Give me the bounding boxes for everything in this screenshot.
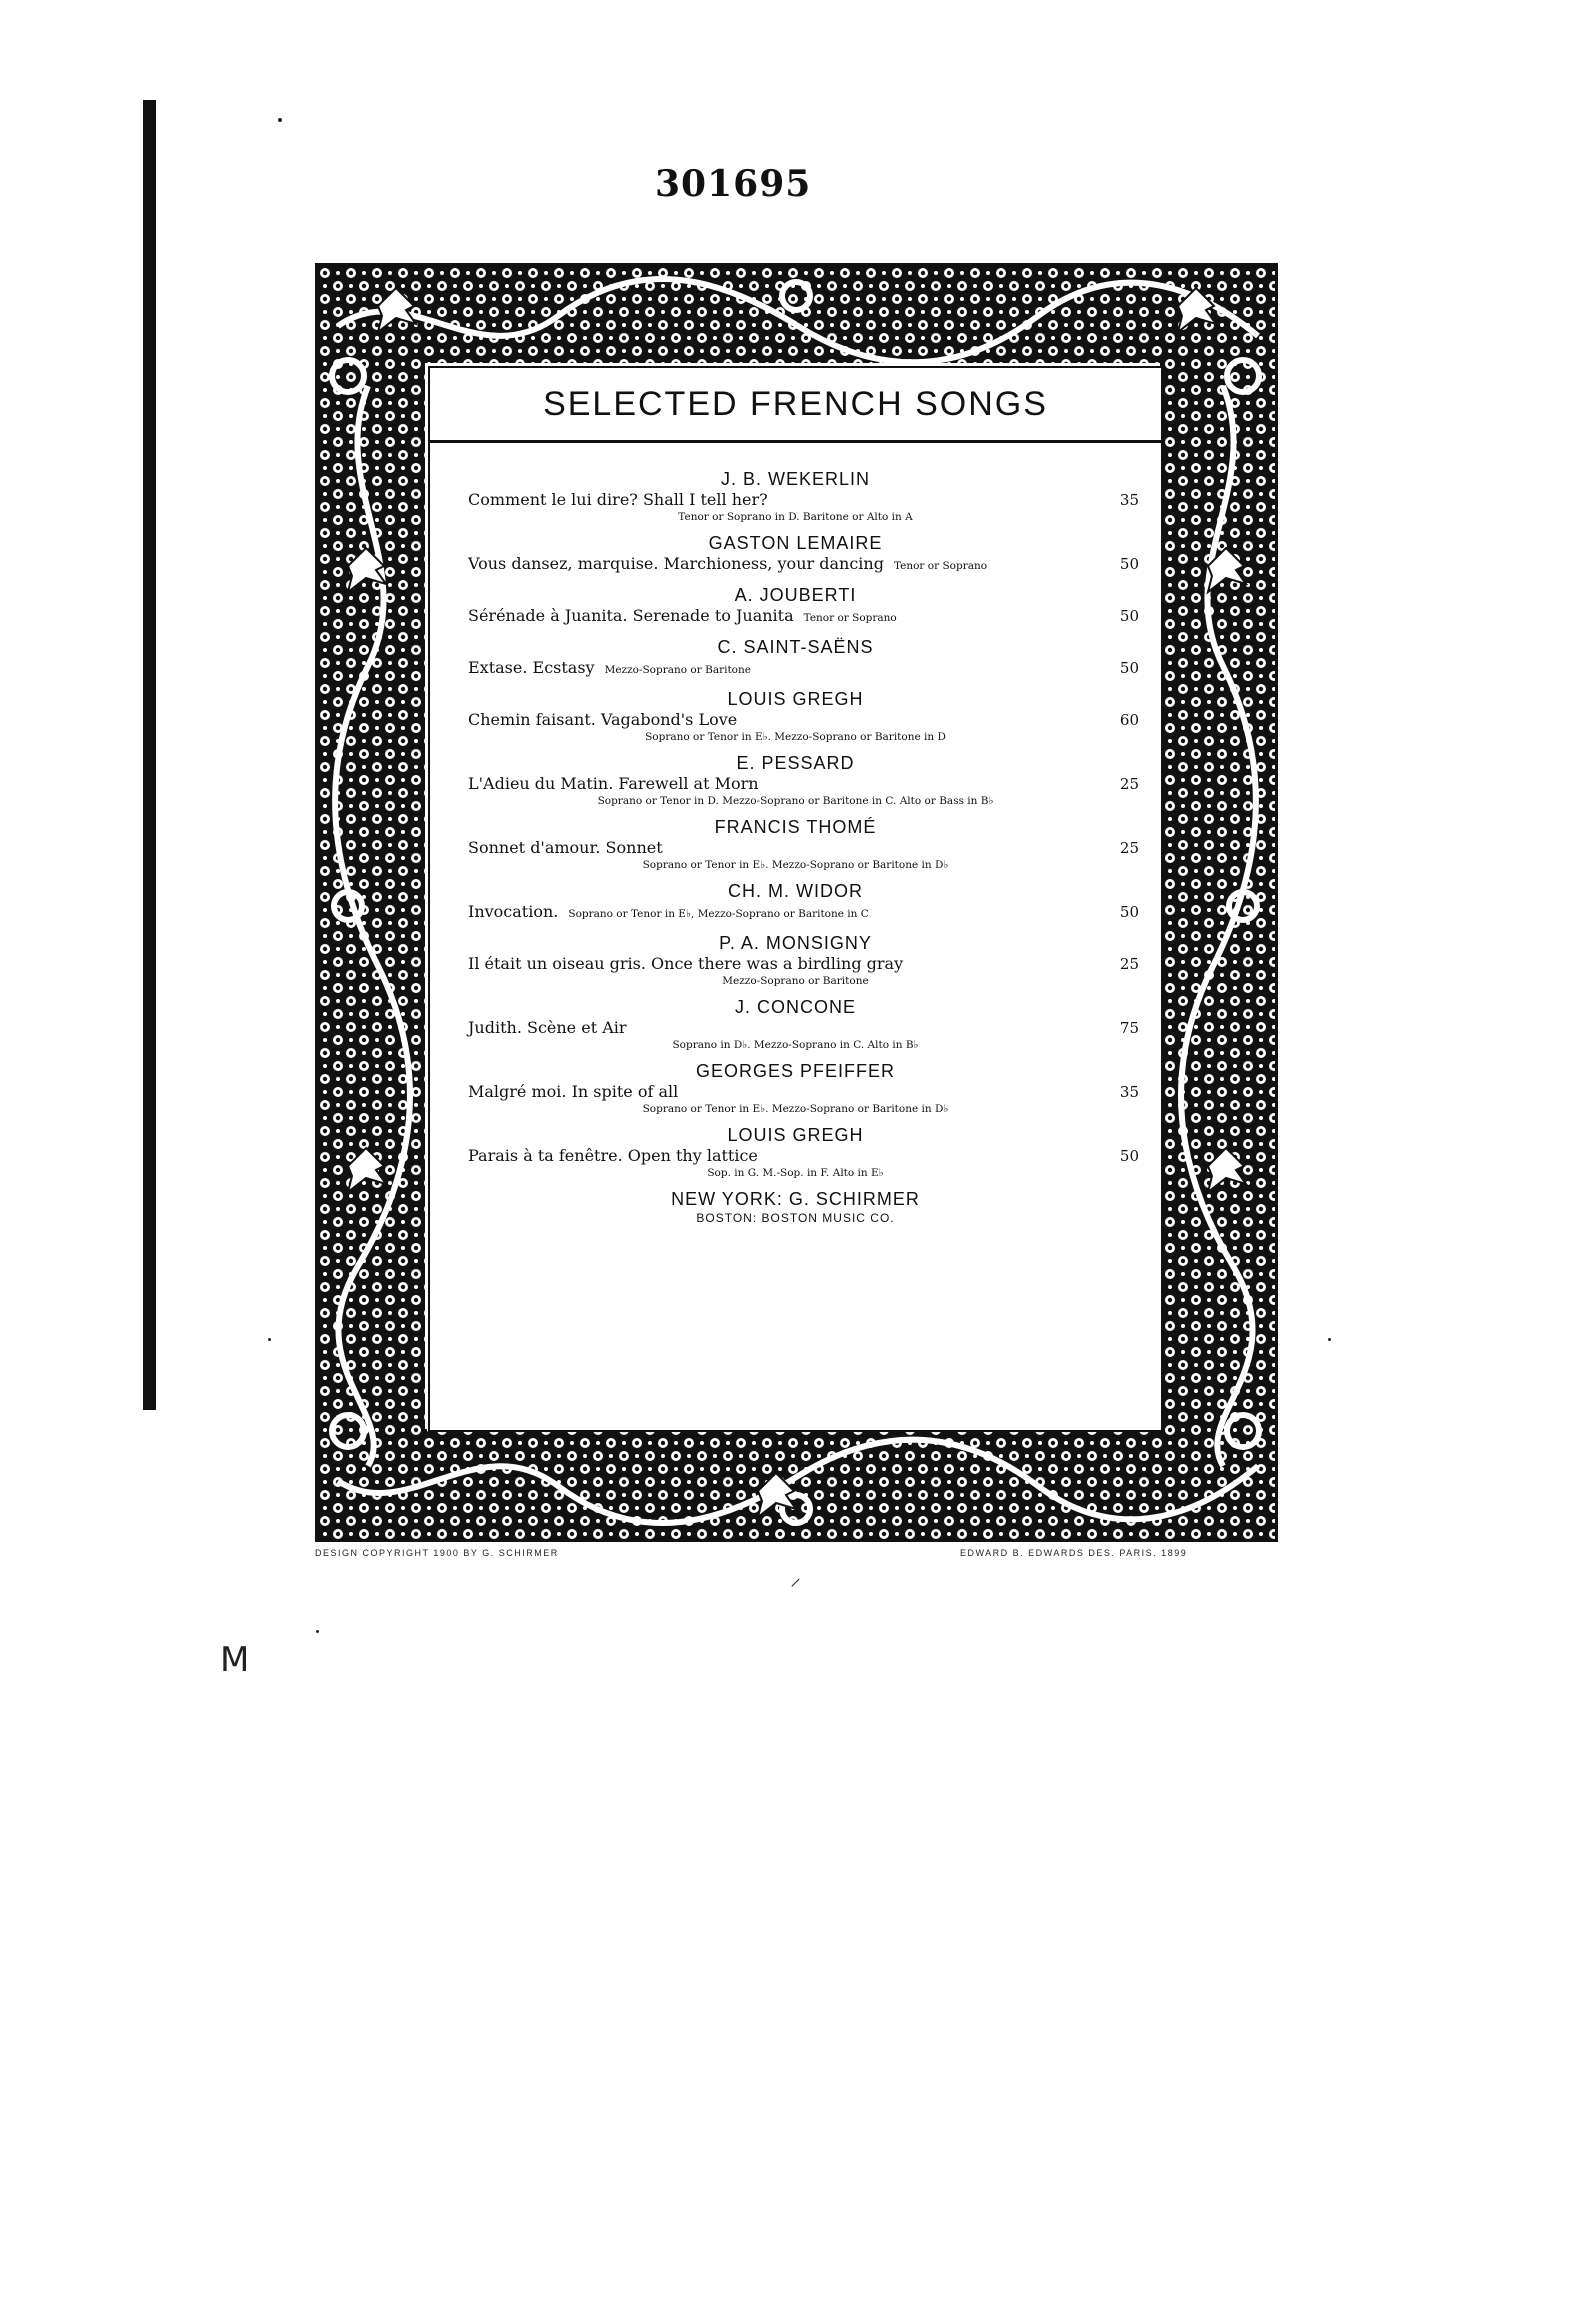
designer-credit: EDWARD B. EDWARDS DES. PARIS. 1899	[960, 1548, 1188, 1558]
publisher-name: NEW YORK: G. SCHIRMER	[671, 1189, 920, 1209]
song-price: 35	[1119, 1083, 1139, 1101]
song-voices: Tenor or Soprano in D. Baritone or Alto in A	[678, 511, 913, 523]
song-entry	[430, 988, 1161, 1052]
song-voices: Soprano in D♭. Mezzo-Soprano in C. Alto in B♭	[672, 1039, 919, 1051]
song-price: 50	[1119, 903, 1139, 921]
composer-name: LOUIS GREGH	[727, 1125, 864, 1145]
title-rule	[428, 440, 1163, 443]
song-entry	[430, 1116, 1161, 1180]
composer-name: LOUIS GREGH	[727, 689, 864, 709]
song-title: Judith. Scène et Air	[468, 1018, 627, 1037]
song-title-line	[430, 838, 1161, 858]
composer-name: CH. M. WIDOR	[728, 881, 863, 901]
song-title: Sérénade à Juanita. Serenade to Juanita	[468, 606, 794, 625]
composer-name: P. A. MONSIGNY	[719, 933, 872, 953]
composer-name: A. JOUBERTI	[734, 585, 857, 605]
song-entry	[430, 680, 1161, 744]
song-title-line	[430, 1018, 1161, 1038]
song-title: L'Adieu du Matin. Farewell at Morn	[468, 774, 759, 793]
ornamental-frame	[315, 263, 1278, 1542]
composer-name: J. B. WEKERLIN	[720, 469, 871, 489]
composer-name: J. CONCONE	[734, 997, 856, 1017]
song-title-line	[430, 490, 1161, 510]
song-voices: Soprano or Tenor in E♭. Mezzo-Soprano or Baritone in D♭	[642, 859, 949, 871]
song-entry	[430, 1052, 1161, 1116]
composer-name: C. SAINT-SAËNS	[717, 637, 874, 657]
song-voices-inline: Soprano or Tenor in E♭, Mezzo-Soprano or Baritone in C	[568, 908, 869, 920]
song-title-line	[430, 606, 1161, 628]
song-title: Comment le lui dire? Shall I tell her?	[468, 490, 768, 509]
stray-dot	[278, 118, 282, 122]
song-price: 50	[1119, 607, 1139, 625]
scan-edge-bar	[143, 100, 156, 1410]
song-title: Chemin faisant. Vagabond's Love	[468, 710, 738, 729]
song-voices: Sop. in G. M.-Sop. in F. Alto in E♭	[707, 1167, 884, 1179]
song-title-line	[430, 554, 1161, 576]
song-voices: Soprano or Tenor in E♭. Mezzo-Soprano or Baritone in D♭	[642, 1103, 949, 1115]
song-price: 35	[1119, 491, 1139, 509]
margin-pencil-mark: M	[220, 1640, 250, 1680]
song-entry	[430, 628, 1161, 680]
song-entry	[430, 872, 1161, 924]
song-entry	[430, 524, 1161, 576]
publisher-branch: BOSTON: BOSTON MUSIC CO.	[696, 1211, 895, 1225]
composer-name: FRANCIS THOMÉ	[714, 817, 877, 837]
song-voices: Soprano or Tenor in E♭. Mezzo-Soprano or Baritone in D	[645, 731, 946, 743]
stray-dot	[1328, 1338, 1331, 1341]
song-title-line	[430, 1146, 1161, 1166]
stray-dot	[316, 1630, 319, 1633]
song-entry	[430, 576, 1161, 628]
song-price: 25	[1119, 839, 1139, 857]
song-title-line	[430, 710, 1161, 730]
song-price: 50	[1119, 555, 1139, 573]
page-title: SELECTED FRENCH SONGS	[543, 385, 1048, 423]
song-price: 60	[1119, 711, 1139, 729]
song-voices-inline: Tenor or Soprano	[893, 560, 988, 572]
song-title: Malgré moi. In spite of all	[468, 1082, 679, 1101]
song-title: Extase. Ecstasy	[468, 658, 595, 677]
song-entry	[430, 808, 1161, 872]
stray-dot	[268, 1338, 271, 1341]
song-voices-inline: Tenor or Soprano	[803, 612, 897, 624]
composer-name: GEORGES PFEIFFER	[695, 1061, 896, 1081]
song-entry	[430, 924, 1161, 988]
song-entry	[430, 744, 1161, 808]
song-title: Vous dansez, marquise. Marchioness, your dancing	[468, 554, 884, 573]
song-title: Il était un oiseau gris. Once there was a birdling gray	[468, 954, 904, 973]
song-title-line	[430, 1082, 1161, 1102]
song-title: Parais à ta fenêtre. Open thy lattice	[468, 1146, 758, 1165]
design-copyright-credit: DESIGN COPYRIGHT 1900 BY G. SCHIRMER	[315, 1548, 559, 1558]
song-voices: Soprano or Tenor in D. Mezzo-Soprano or Baritone in C. Alto or Bass in B♭	[597, 795, 994, 807]
song-title: Sonnet d'amour. Sonnet	[468, 838, 663, 857]
song-title: Invocation.	[468, 902, 559, 921]
song-title-line	[430, 954, 1161, 974]
song-price: 75	[1119, 1019, 1139, 1037]
pencil-mark: ⸝	[790, 1566, 802, 1591]
song-price: 25	[1119, 775, 1139, 793]
song-list	[430, 460, 1161, 1226]
song-entry	[430, 460, 1161, 524]
song-voices-inline: Mezzo-Soprano or Baritone	[604, 664, 751, 676]
song-voices: Mezzo-Soprano or Baritone	[722, 975, 869, 987]
composer-name: E. PESSARD	[736, 753, 855, 773]
song-list-panel	[428, 366, 1163, 1432]
song-title-line	[430, 774, 1161, 794]
song-title-line	[430, 658, 1161, 680]
song-price: 50	[1119, 1147, 1139, 1165]
song-price: 25	[1119, 955, 1139, 973]
catalog-number: 301695	[655, 163, 812, 205]
composer-name: GASTON LEMAIRE	[708, 533, 883, 553]
song-title-line	[430, 902, 1161, 924]
song-price: 50	[1119, 659, 1139, 677]
